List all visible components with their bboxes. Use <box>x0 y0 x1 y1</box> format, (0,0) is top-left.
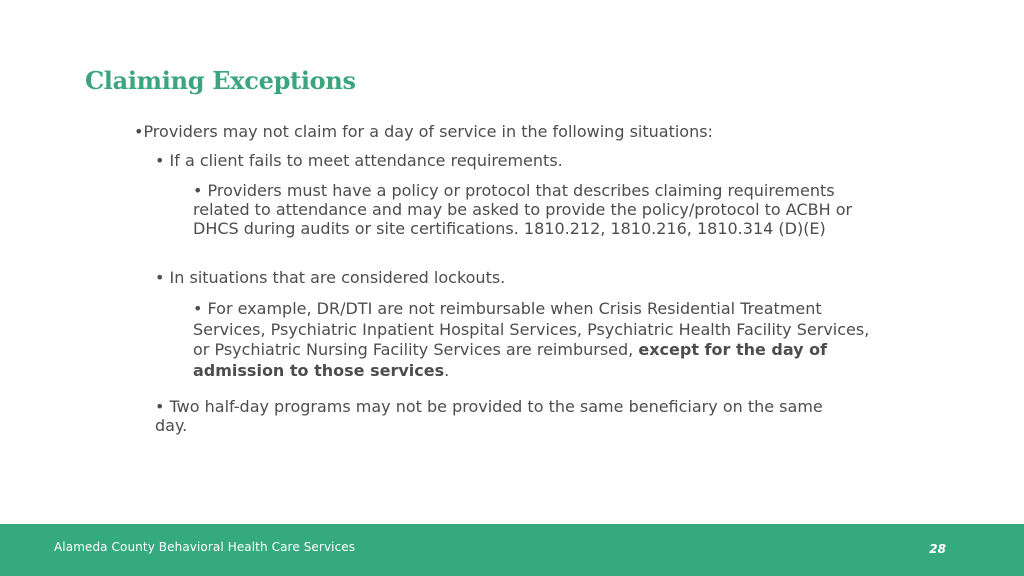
bullet-level-1 <box>134 122 713 141</box>
page-number: 28 <box>929 542 946 556</box>
bullet-marker: • <box>155 397 165 416</box>
bullet-text: If a client fails to meet attendance requirements. <box>169 151 563 170</box>
footer-org-name: Alameda County Behavioral Health Care Services <box>54 540 356 554</box>
bullet-attendance <box>155 151 563 170</box>
bullet-end-punct: . <box>444 360 450 380</box>
bullet-emphasis: except for the day of admission to those services <box>193 340 828 380</box>
bullet-example <box>193 299 883 381</box>
bullet-text: Two half-day programs may not be provided to the same beneficiary on the same day. <box>155 397 823 435</box>
bullet-policy <box>193 181 883 238</box>
bullet-text: For example, DR/DTI are not reimbursable when Crisis Residential Treatment Services, Psychiatric Inpatient Hospital Services, Psychiatric Health Facility Services, or Psychiatric Nursing Facility Services are reimbursed, <box>193 299 870 359</box>
bullet-text: Providers may not claim for a day of service in the following situations: <box>143 122 713 141</box>
slide-title: Claiming Exceptions <box>85 66 356 95</box>
bullet-lockouts <box>155 268 505 287</box>
bullet-marker: • <box>134 122 144 141</box>
bullet-marker: • <box>193 299 203 318</box>
bullet-text: In situations that are considered lockouts. <box>169 268 506 287</box>
bullet-marker: • <box>155 268 165 287</box>
bullet-half-day <box>155 397 845 435</box>
bullet-marker: • <box>155 151 165 170</box>
footer-bar <box>0 524 1024 576</box>
bullet-marker: • <box>193 181 203 200</box>
bullet-text: Providers must have a policy or protocol that describes claiming requirements related to attendance and may be asked to provide the policy/protocol to ACBH or DHCS during audits or site certifications. 1810.212, 1810.216, 1810.314 (D)(E) <box>193 181 853 238</box>
